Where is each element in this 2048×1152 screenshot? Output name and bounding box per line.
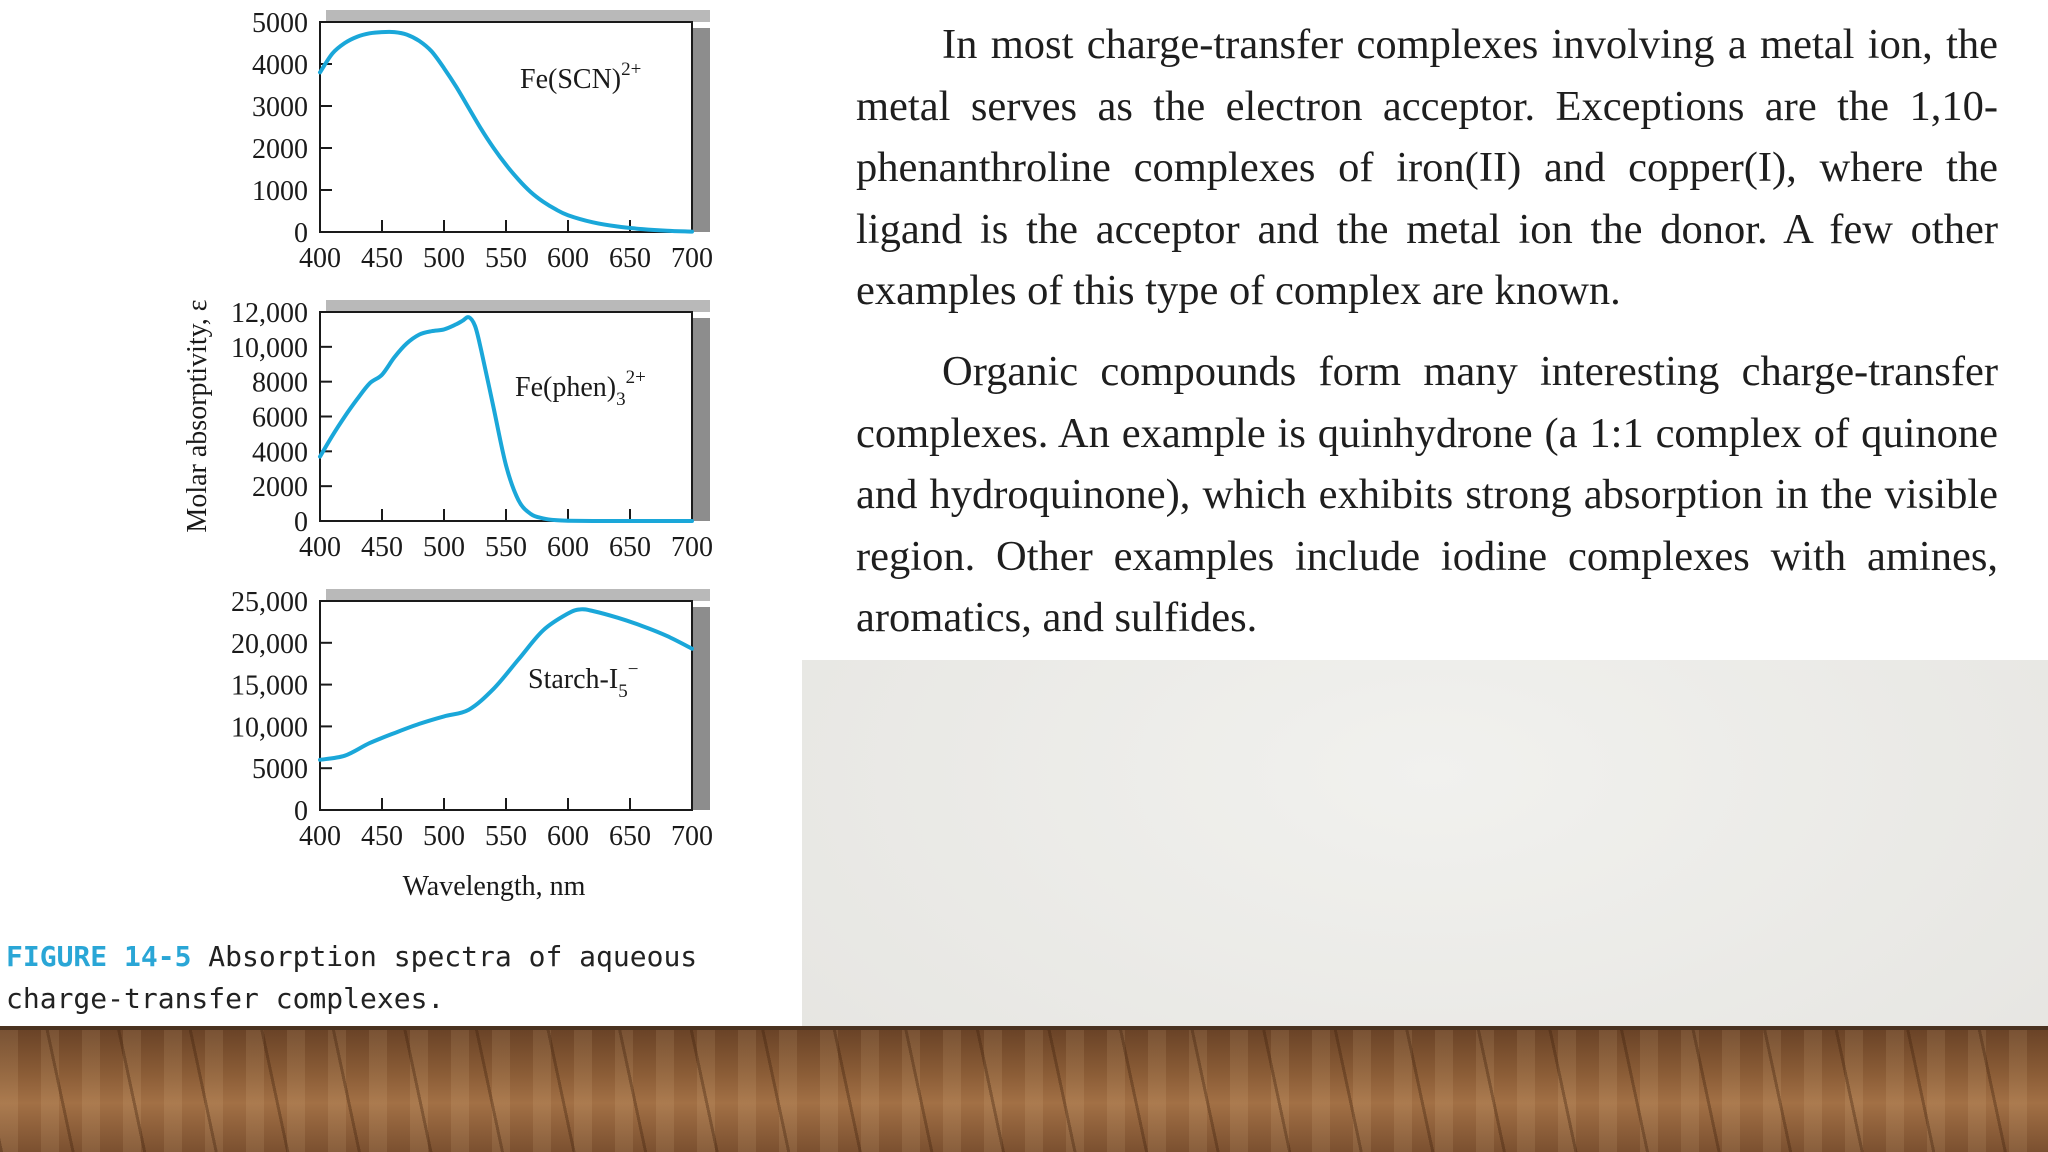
panel-3-ytick-label: 15,000 <box>231 670 308 702</box>
figure-caption-text: Absorption spectra of aqueous charge-transfer complexes. <box>6 940 698 1015</box>
panel-1-ytick-label: 3000 <box>252 92 308 123</box>
panel-2-series-label: $Fe(phen)_3^{2+}$ <box>515 367 646 410</box>
panel-1-xtick-label: 700 <box>671 243 713 274</box>
panel-2-frame <box>320 312 692 521</box>
panel-2-ytick-label: 12,000 <box>231 298 308 329</box>
panel-2-ytick-label: 10,000 <box>231 332 308 364</box>
absorption-spectra-figure <box>0 0 802 930</box>
panel-3-ytick-label: 0 <box>294 796 308 827</box>
panel-1-shadow-top <box>326 10 710 22</box>
panel-1-xtick-label: 650 <box>609 243 651 274</box>
panel-2-shadow-right <box>692 318 710 521</box>
panel-2-ytick-label: 0 <box>294 507 308 538</box>
figure-caption <box>6 936 796 1020</box>
body-paragraph-1: In most charge-transfer complexes involving a metal ion, the metal serves as the electron acceptor. Exceptions are the 1,10-phenanthroline complexes of iron(II) and copper(I), where the ligand is the acceptor and the metal ion the donor. A few other examples of this type of complex are known. <box>856 21 1998 314</box>
panel-1-xtick-label: 400 <box>299 243 341 274</box>
panel-3-xtick-label: 550 <box>485 821 527 852</box>
panel-1-series-label: Fe(SCN)$^{2+}$ <box>520 59 642 95</box>
panel-3-shadow-right <box>692 607 710 810</box>
body-paragraph-2: Organic compounds form many interesting charge-transfer complexes. An example is quinhydrone (a 1:1 complex of quinone and hydroquinone), which exhibits strong absorption in the visible region. Other examples include iodine complexes with amines, aromatics, and sulfides. <box>856 348 1998 641</box>
panel-3-xtick-label: 400 <box>299 821 341 852</box>
y-axis-title: Molar absorptivity, ε <box>182 299 213 533</box>
panel-1-ytick-label: 2000 <box>252 134 308 165</box>
panel-2-ytick-label: 4000 <box>252 437 308 469</box>
panel-3-xtick-label: 650 <box>609 821 651 852</box>
panel-2-ytick-label: 6000 <box>252 402 308 434</box>
panel-3-xtick-label: 700 <box>671 821 713 852</box>
panel-2-xtick-label: 650 <box>609 532 651 563</box>
panel-1-frame <box>320 22 692 232</box>
panel-2-ytick-label: 8000 <box>252 367 308 399</box>
panel-1-xtick-label: 500 <box>423 243 465 274</box>
wood-floor-decoration <box>0 1030 2048 1152</box>
panel-2-xtick-label: 700 <box>671 532 713 563</box>
panel-3-ytick-label: 5000 <box>252 754 308 786</box>
panel-2-xtick-label: 550 <box>485 532 527 563</box>
panel-3-ytick-label: 25,000 <box>231 587 308 618</box>
panel-2-xtick-label: 600 <box>547 532 589 563</box>
panel-3-xtick-label: 450 <box>361 821 403 852</box>
panel-2-xtick-label: 400 <box>299 532 341 563</box>
panel-3-series-label: Starch-$I_5^-$ <box>528 659 639 702</box>
panel-3-frame <box>320 601 692 810</box>
panel-3-shadow-top <box>326 589 710 601</box>
panel-3-ytick-label: 20,000 <box>231 628 308 660</box>
panel-3-xtick-label: 500 <box>423 821 465 852</box>
panel-1-xtick-label: 600 <box>547 243 589 274</box>
x-axis-title: Wavelength, nm <box>402 871 586 902</box>
panel-1-ytick-label: 1000 <box>252 176 308 207</box>
panel-2-shadow-top <box>326 300 710 312</box>
panel-1-ytick-label: 4000 <box>252 50 308 81</box>
panel-3-xtick-label: 600 <box>547 821 589 852</box>
panel-1-ytick-label: 5000 <box>252 8 308 39</box>
panel-1-ytick-label: 0 <box>294 218 308 249</box>
panel-3-ytick-label: 10,000 <box>231 712 308 744</box>
panel-1-xtick-label: 450 <box>361 243 403 274</box>
panel-2-xtick-label: 500 <box>423 532 465 563</box>
panel-2-ytick-label: 2000 <box>252 472 308 504</box>
figure-id: FIGURE 14-5 <box>6 940 192 973</box>
panel-2-xtick-label: 450 <box>361 532 403 563</box>
panel-1-xtick-label: 550 <box>485 243 527 274</box>
panel-1-shadow-right <box>692 28 710 232</box>
